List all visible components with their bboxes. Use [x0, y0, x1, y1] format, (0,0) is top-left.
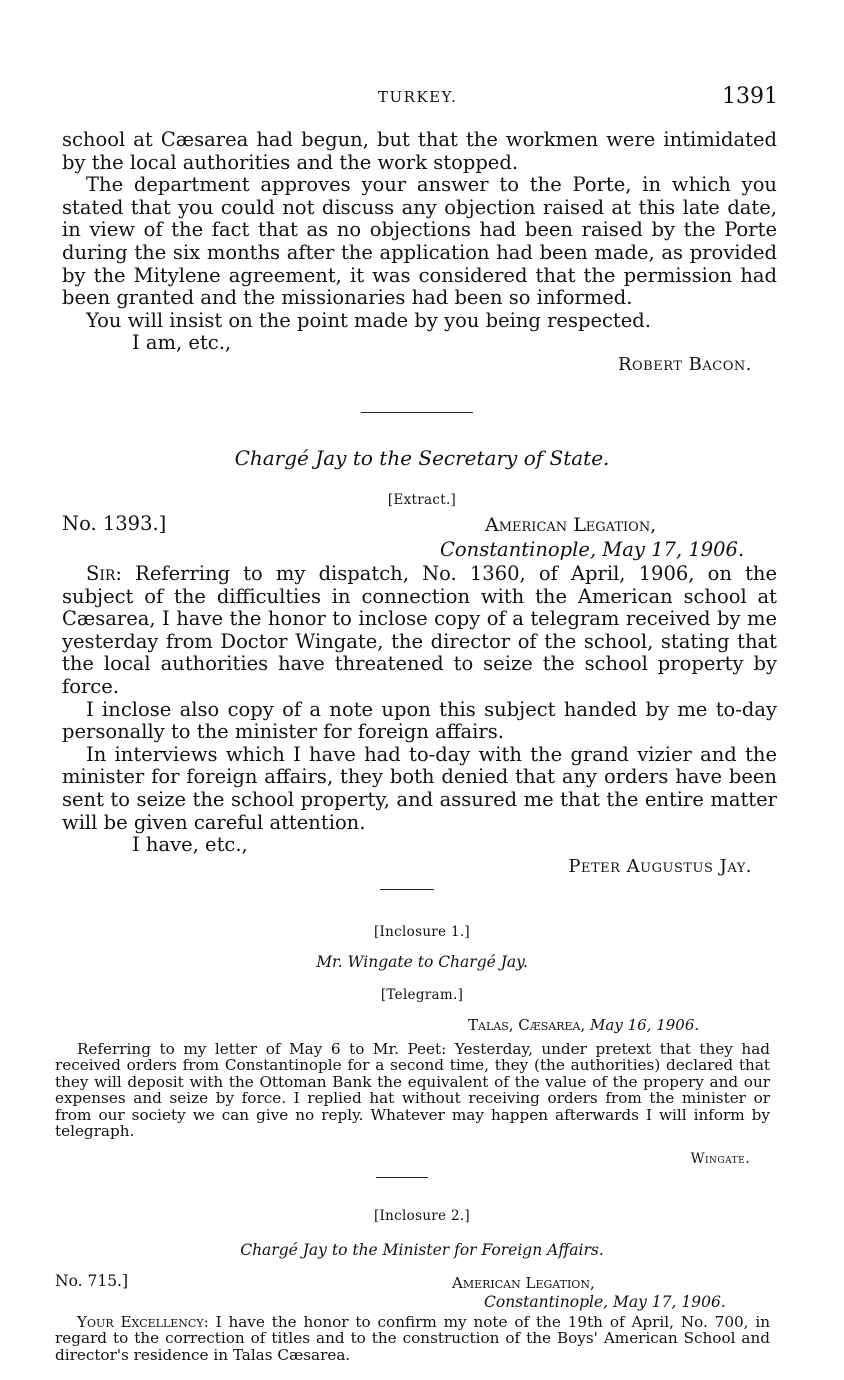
inclosure-heading: Mr. Wingate to Chargé Jay. — [316, 953, 528, 971]
running-head — [0, 84, 844, 114]
inclosure-label: [Inclosure 2.] — [373, 1208, 470, 1224]
date: May 17, 1906. — [613, 1293, 726, 1311]
inclosure-heading: Chargé Jay to the Minister for Foreign Affairs. — [240, 1241, 604, 1259]
running-title: TURKEY. — [378, 88, 458, 106]
paragraph-text: Referring to my dispatch, No. 1360, of April, 1906, on the subject of the difficulties in connection with the American school at Cæsarea, I have the honor to inclose copy of a telegram received by me yesterday from Doctor Wingate, the director of the school, stating that the local authorities have threatened to seize the school property by force. — [62, 562, 778, 698]
paragraph: The department approves your answer to the Porte, in which you stated that you could not discuss any objection raised at this late date, in view of the fact that as no objections had been raised by the Porte during the six months after the application had been made, as provided by the Mitylene agreement, it was considered that the permission had been granted and the missionaries had been so informed. — [62, 173, 777, 310]
dispatch-body — [62, 563, 777, 877]
note-body — [55, 1314, 770, 1363]
sender: American Legation, — [452, 1274, 595, 1292]
place: Constantinople, — [484, 1293, 609, 1311]
sender-line — [485, 514, 656, 536]
letter-continuation — [62, 129, 777, 375]
signature: Wingate. — [690, 1151, 750, 1167]
extract-note: [Extract.] — [387, 492, 457, 508]
place-date-line: Constantinople, May 17, 1906. — [440, 538, 745, 561]
date: May 17, 1906. — [602, 538, 745, 561]
paragraph: Referring to my letter of May 6 to Mr. Peet: Yesterday, under pretext that they had received orders from Constantinople for a second time, they (the authorities) declared that they will deposit with the Ottoman Bank the equivalent of the value of the propery and our expenses and seize by force. I replied hat without receiving orders from the minister or from our society we can give no reply. Whatever may happen afterwards I will inform by telegraph. — [55, 1040, 770, 1141]
section-divider — [376, 1177, 428, 1178]
telegram-body — [55, 1041, 770, 1139]
signature: Robert Bacon. — [617, 354, 752, 376]
place-date-line — [468, 1016, 699, 1034]
paragraph: In interviews which I have had to-day with the grand vizier and the minister for foreign affairs, they both denied that any orders have been sent to seize the school property, and assured me that the entire matter will be given careful attention. — [62, 742, 777, 834]
paragraph: I inclose also copy of a note upon this subject handed by me to-day personally to the minister for foreign affairs. — [62, 697, 777, 744]
salutation: Sir: — [86, 562, 122, 585]
telegram-note: [Telegram.] — [380, 987, 464, 1003]
paragraph — [55, 1314, 770, 1363]
paragraph: school at Cæsarea had begun, but that the workmen were intimidated by the local authorities and the work stopped. — [62, 128, 777, 174]
place-date-line — [484, 1293, 726, 1311]
place: Talas, Cæsarea, — [468, 1016, 586, 1034]
section-divider — [380, 889, 434, 890]
paragraph: You will insist on the point made by you being respected. — [86, 308, 651, 332]
date: May 16, 1906. — [590, 1016, 700, 1034]
place: Constantinople — [440, 538, 590, 561]
paragraph-text: I have the honor to confirm my note of the 19th of April, No. 700, in regard to the correction of titles and to the construction of the Boys' American School and director's residence in Talas Cæsarea. — [55, 1313, 771, 1364]
page-number: 1391 — [722, 84, 778, 109]
dispatch-number: No. 1393.] — [62, 512, 167, 535]
closing: I am, etc., — [132, 331, 232, 355]
sender: American Legation, — [485, 514, 657, 536]
section-heading: Chargé Jay to the Secretary of State. — [234, 446, 610, 470]
inclosure-label: [Inclosure 1.] — [373, 924, 470, 940]
sender-line — [452, 1274, 595, 1292]
note-number: No. 715.] — [55, 1272, 129, 1290]
signature: Peter Augustus Jay. — [568, 856, 752, 878]
section-divider — [361, 412, 473, 413]
paragraph — [62, 563, 777, 699]
closing: I have, etc., — [132, 833, 248, 857]
salutation: Your Excellency: — [77, 1313, 209, 1331]
